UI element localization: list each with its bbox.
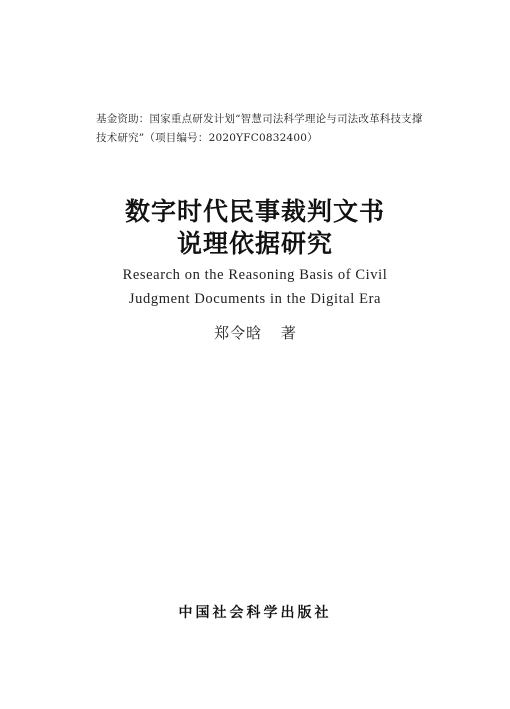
title-chinese-line-2: 说理依据研究 [176, 229, 333, 258]
funding-line-2: 技术研究”（项目编号：2020YFC0832400） [96, 132, 318, 144]
funding-note [96, 110, 456, 148]
publisher-name: 中国社会科学出版社 [178, 605, 332, 621]
title-english-line-1: Research on the Reasoning Basis of Civil [122, 267, 388, 283]
author-role: 著 [280, 324, 296, 342]
title-english-line-2: Judgment Documents in the Digital Era [128, 291, 382, 307]
book-title-block [0, 196, 510, 310]
author-line [0, 323, 510, 343]
funding-line-1: 基金资助：国家重点研发计划“智慧司法科学理论与司法改革科技支撑 [96, 113, 423, 125]
author-name: 郑令晗 [214, 324, 263, 342]
title-chinese-line-1: 数字时代民事裁判文书 [124, 197, 385, 226]
